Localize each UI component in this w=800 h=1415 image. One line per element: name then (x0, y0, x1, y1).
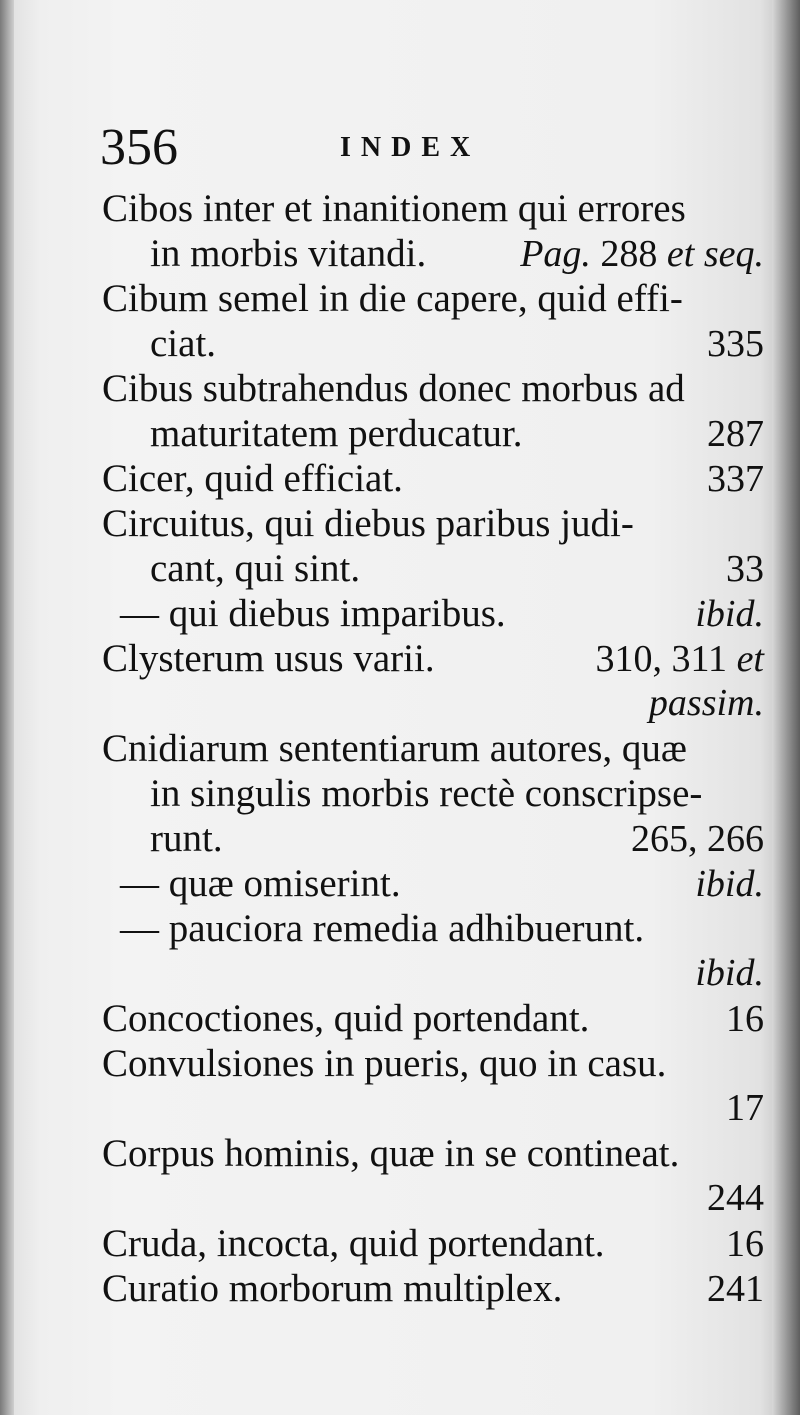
index-line (102, 1176, 764, 1221)
index-line (102, 1041, 764, 1086)
page-reference: 16 (726, 1223, 764, 1265)
page-reference: 335 (707, 323, 764, 365)
page-number: 356 (100, 119, 178, 176)
page-reference: 33 (726, 548, 764, 590)
entry-text: — quæ omiserint. (120, 862, 401, 905)
page-edge-shadow (772, 0, 800, 1415)
entry-text: Clysterum usus varii. (102, 637, 435, 680)
index-line (102, 456, 764, 501)
entry-text: Cibos inter et inanitionem qui errores (102, 187, 686, 230)
entry-text: Cibum semel in die capere, quid effi- (102, 277, 683, 320)
page-reference: 16 (726, 998, 764, 1040)
index-line (102, 366, 764, 411)
page-header (100, 118, 760, 178)
page-reference: 337 (707, 458, 764, 500)
page-reference: ibid. (695, 952, 764, 994)
entry-text: Concoctiones, quid portendant. (102, 997, 590, 1040)
index-line (102, 411, 764, 456)
page-reference: passim. (648, 682, 764, 724)
page-reference: 244 (707, 1177, 764, 1219)
index-line (102, 951, 764, 996)
index-line (102, 501, 764, 546)
entry-text: in morbis vitandi. (150, 232, 427, 275)
page-gutter-shadow (0, 0, 14, 1415)
index-line (102, 681, 764, 726)
entry-text: Cibus subtrahendus donec morbus ad (102, 367, 685, 410)
index-line (102, 906, 764, 951)
index-line (102, 546, 764, 591)
index-line (102, 996, 764, 1041)
entry-text: Cicer, quid efficiat. (102, 457, 403, 500)
index-line (102, 636, 764, 681)
index-line (102, 276, 764, 321)
page-reference: 287 (707, 413, 764, 455)
entry-text: Curatio morborum multiplex. (102, 1267, 563, 1310)
index-line (102, 1131, 764, 1176)
entry-text: Cruda, incocta, quid portendant. (102, 1222, 605, 1265)
page-reference: ibid. (695, 593, 764, 635)
index-entries (102, 186, 764, 1311)
entry-text: — qui diebus imparibus. (120, 592, 506, 635)
index-line (102, 321, 764, 366)
page-reference: 17 (726, 1087, 764, 1129)
entry-text: maturitatem perducatur. (150, 412, 523, 455)
index-line (102, 591, 764, 636)
running-title: INDEX (340, 132, 481, 163)
page-reference: 265, 266 (631, 818, 764, 860)
entry-text: runt. (150, 817, 223, 860)
index-line (102, 1086, 764, 1131)
entry-text: ciat. (150, 322, 217, 365)
entry-text: Convulsiones in pueris, quo in casu. (102, 1042, 667, 1085)
entry-text: Corpus hominis, quæ in se contineat. (102, 1132, 680, 1175)
page-reference: ibid. (695, 863, 764, 905)
index-line (102, 231, 764, 276)
index-line (102, 1266, 764, 1311)
entry-text: in singulis morbis rectè conscripse- (150, 772, 703, 815)
page-reference: 241 (707, 1268, 764, 1310)
index-line (102, 186, 764, 231)
entry-text: cant, qui sint. (150, 547, 361, 590)
entry-text: Cnidiarum sententiarum autores, quæ (102, 727, 687, 770)
index-line (102, 726, 764, 771)
page-reference: Pag. 288 et seq. (520, 233, 764, 275)
page-reference: 310, 311 et (595, 638, 764, 680)
entry-text: — pauciora remedia adhibuerunt. (120, 907, 645, 950)
entry-text: Circuitus, qui diebus paribus judi- (102, 502, 634, 545)
index-line (102, 816, 764, 861)
index-line (102, 1221, 764, 1266)
index-line (102, 861, 764, 906)
index-line (102, 771, 764, 816)
